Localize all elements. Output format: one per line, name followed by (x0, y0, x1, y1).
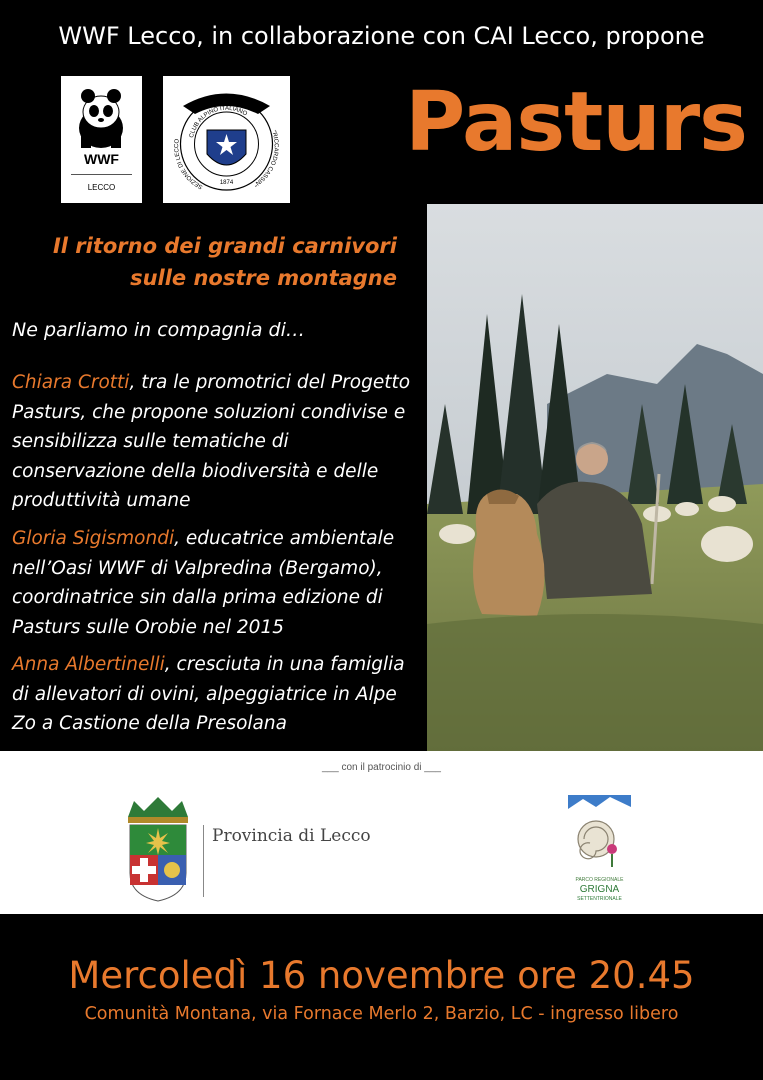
cai-arc-right: "RICCARDO CASSIN" (252, 129, 279, 188)
subtitle-line-2: sulle nostre montagne (130, 266, 397, 290)
speaker-name: Chiara Crotti (12, 372, 130, 393)
cai-lecco-logo (163, 76, 290, 203)
svg-text:SEZIONE DI LECCO (174, 138, 204, 189)
speaker-bio (12, 650, 422, 739)
park-top-label: PARCO REGIONALE (575, 877, 624, 883)
patronage-label: ___ con il patrocinio di ___ (322, 762, 441, 773)
wwf-wordmark: WWF (84, 151, 119, 167)
provincia-di-lecco-name: Provincia di Lecco (212, 826, 371, 846)
event-location: Comunità Montana, via Fornace Merlo 2, Barzio, LC - ingresso libero (84, 1004, 679, 1024)
park-sub-label: SETTENTRIONALE (577, 896, 622, 902)
cai-arc-top: CLUB ALPINO ITALIANO (189, 105, 249, 139)
wwf-lecco-label: LECCO (87, 183, 116, 192)
wwf-lecco-logo (61, 76, 142, 203)
speaker-name: Gloria Sigismondi (12, 528, 175, 549)
cai-year: 1874 (219, 180, 234, 186)
speaker-bio (12, 368, 422, 516)
patronage-band (0, 751, 763, 914)
intro-text: Ne parliamo in compagnia di… (12, 319, 305, 341)
provincia-di-lecco-crest (120, 795, 196, 903)
logo-divider (71, 174, 132, 175)
shepherd-photo (427, 204, 763, 751)
speaker-description: , educatrice ambientale nell’Oasi WWF di Valpredina (Bergamo), coordinatrice sin dalla prima edizione di Pasturs sulle Orobie nel 2015 (12, 528, 395, 638)
parco-grigna-logo (568, 795, 631, 905)
park-name: GRIGNA (579, 884, 620, 895)
speaker-description: , cresciuta in una famiglia di allevatori di ovini, alpeggiatrice in Alpe Zo a Castione della Presolana (12, 654, 405, 734)
event-date-time: Mercoledì 16 novembre ore 20.45 (68, 954, 695, 997)
speaker-description: , tra le promotrici del Progetto Pasturs, che propone soluzioni condivise e sensibilizza sulle tematiche di conservazione della biodiversità e delle produttività umane (12, 372, 411, 511)
event-subtitle (7, 230, 397, 294)
panda-icon (61, 76, 142, 151)
event-title: Pasturs (405, 75, 747, 170)
cai-arc-left: SEZIONE DI LECCO (174, 138, 204, 190)
speaker-name: Anna Albertinelli (12, 654, 165, 675)
subtitle-line-1: Il ritorno dei grandi carnivori (52, 234, 397, 258)
organizers-line: WWF Lecco, in collaborazione con CAI Lecco, propone (58, 22, 705, 50)
speaker-bio (12, 524, 422, 642)
provincia-divider (203, 825, 204, 897)
